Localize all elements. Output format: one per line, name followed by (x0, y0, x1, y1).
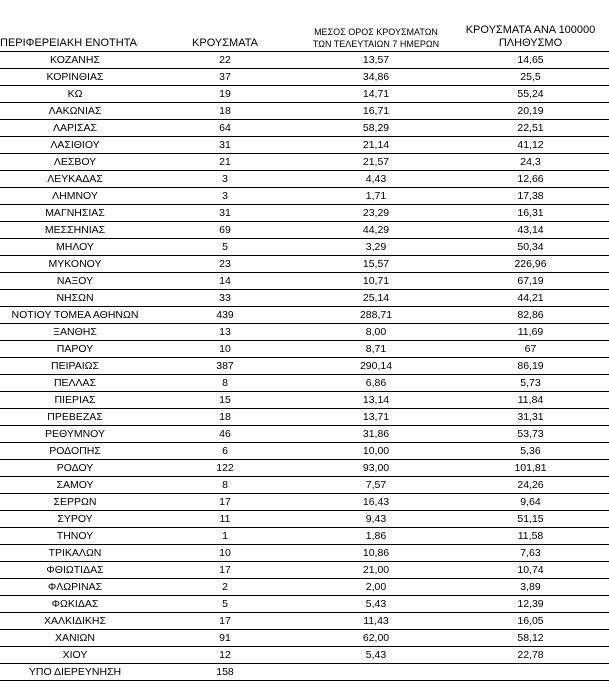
region-cell: ΝΟΤΙΟΥ ΤΟΜΕΑ ΑΘΗΝΩΝ (0, 307, 150, 324)
table-row (0, 188, 609, 205)
cases-cell: 1 (150, 528, 300, 545)
region-cell: ΣΑΜΟΥ (0, 477, 150, 494)
avg7-cell: 23,29 (300, 205, 452, 222)
avg7-cell: 16,71 (300, 103, 452, 120)
cases-cell: 31 (150, 205, 300, 222)
table-row (0, 86, 609, 103)
cases-cell: 37 (150, 69, 300, 86)
rate-cell: 43,14 (452, 222, 609, 239)
region-cell: ΦΩΚΙΔΑΣ (0, 596, 150, 613)
region-cell: ΝΑΞΟΥ (0, 273, 150, 290)
region-cell: ΞΑΝΘΗΣ (0, 324, 150, 341)
table-row (0, 562, 609, 579)
cases-cell: 21 (150, 154, 300, 171)
cases-cell: 64 (150, 120, 300, 137)
rate-cell: 53,73 (452, 426, 609, 443)
region-cell: ΜΥΚΟΝΟΥ (0, 256, 150, 273)
rate-cell: 41,12 (452, 137, 609, 154)
header-row (0, 0, 609, 52)
region-cell: ΛΕΣΒΟΥ (0, 154, 150, 171)
table-row (0, 52, 609, 69)
rate-cell: 31,31 (452, 409, 609, 426)
table-row (0, 69, 609, 86)
region-cell: ΦΘΙΩΤΙΔΑΣ (0, 562, 150, 579)
avg7-cell: 3,29 (300, 239, 452, 256)
avg7-cell: 11,43 (300, 613, 452, 630)
region-cell: ΜΑΓΝΗΣΙΑΣ (0, 205, 150, 222)
table-row (0, 596, 609, 613)
avg7-cell: 16,43 (300, 494, 452, 511)
rate-cell: 11,69 (452, 324, 609, 341)
avg7-cell: 21,57 (300, 154, 452, 171)
region-cell: ΚΟΡΙΝΘΙΑΣ (0, 69, 150, 86)
cases-cell: 122 (150, 460, 300, 477)
avg7-cell: 13,71 (300, 409, 452, 426)
rate-cell: 86,19 (452, 358, 609, 375)
cases-cell: 12 (150, 647, 300, 664)
rate-cell: 16,31 (452, 205, 609, 222)
header-avg7-line2: ΤΩΝ ΤΕΛΕΥΤΑΙΩΝ 7 ΗΜΕΡΩΝ (312, 39, 440, 49)
cases-cell: 11 (150, 511, 300, 528)
table-row (0, 205, 609, 222)
avg7-cell: 1,71 (300, 188, 452, 205)
rate-cell: 5,73 (452, 375, 609, 392)
cases-cell: 23 (150, 256, 300, 273)
rate-cell (452, 664, 609, 681)
table-row (0, 443, 609, 460)
table-row (0, 103, 609, 120)
cases-cell: 33 (150, 290, 300, 307)
region-cell: ΧΑΛΚΙΔΙΚΗΣ (0, 613, 150, 630)
region-cell: ΧΙΟΥ (0, 647, 150, 664)
avg7-cell: 31,86 (300, 426, 452, 443)
rate-cell: 16,05 (452, 613, 609, 630)
avg7-cell: 8,71 (300, 341, 452, 358)
avg7-cell: 14,71 (300, 86, 452, 103)
region-cell: ΠΕΛΛΑΣ (0, 375, 150, 392)
cases-cell: 91 (150, 630, 300, 647)
rate-cell: 11,84 (452, 392, 609, 409)
table-row (0, 137, 609, 154)
region-cell: ΠΡΕΒΕΖΑΣ (0, 409, 150, 426)
cases-cell: 19 (150, 86, 300, 103)
avg7-cell: 9,43 (300, 511, 452, 528)
rate-cell: 12,39 (452, 596, 609, 613)
rate-cell: 67 (452, 341, 609, 358)
table-row (0, 120, 609, 137)
rate-cell: 226,96 (452, 256, 609, 273)
avg7-cell: 6,86 (300, 375, 452, 392)
cases-cell: 13 (150, 324, 300, 341)
avg7-cell: 5,43 (300, 596, 452, 613)
rate-cell: 101,81 (452, 460, 609, 477)
table-row (0, 392, 609, 409)
avg7-cell: 44,29 (300, 222, 452, 239)
cases-cell: 3 (150, 171, 300, 188)
cases-cell: 17 (150, 562, 300, 579)
avg7-cell: 10,00 (300, 443, 452, 460)
region-cell: ΚΩ (0, 86, 150, 103)
avg7-cell: 1,86 (300, 528, 452, 545)
avg7-cell: 21,00 (300, 562, 452, 579)
region-cell: ΥΠΟ ΔΙΕΡΕΥΝΗΣΗ (0, 664, 150, 681)
cases-cell: 6 (150, 443, 300, 460)
avg7-cell: 21,14 (300, 137, 452, 154)
cases-cell: 2 (150, 579, 300, 596)
region-cell: ΡΟΔΟΠΗΣ (0, 443, 150, 460)
header-avg7 (300, 0, 452, 52)
region-cell: ΤΡΙΚΑΛΩΝ (0, 545, 150, 562)
cases-cell: 18 (150, 103, 300, 120)
table-row (0, 613, 609, 630)
rate-cell: 9,64 (452, 494, 609, 511)
table-row (0, 511, 609, 528)
avg7-cell (300, 664, 452, 681)
avg7-cell: 62,00 (300, 630, 452, 647)
region-cell: ΡΟΔΟΥ (0, 460, 150, 477)
table-row (0, 409, 609, 426)
rate-cell: 50,34 (452, 239, 609, 256)
cases-cell: 387 (150, 358, 300, 375)
region-cell: ΣΥΡΟΥ (0, 511, 150, 528)
cases-cell: 5 (150, 239, 300, 256)
region-cell: ΤΗΝΟΥ (0, 528, 150, 545)
table-row (0, 460, 609, 477)
table-row (0, 256, 609, 273)
table-row (0, 545, 609, 562)
region-cell: ΛΗΜΝΟΥ (0, 188, 150, 205)
table-row (0, 171, 609, 188)
cases-cell: 5 (150, 596, 300, 613)
table-row (0, 341, 609, 358)
table-row (0, 358, 609, 375)
cases-cell: 15 (150, 392, 300, 409)
avg7-cell: 288,71 (300, 307, 452, 324)
avg7-cell: 13,57 (300, 52, 452, 69)
region-cell: ΧΑΝΙΩΝ (0, 630, 150, 647)
rate-cell: 58,12 (452, 630, 609, 647)
rate-cell: 17,38 (452, 188, 609, 205)
rate-cell: 22,51 (452, 120, 609, 137)
table-row (0, 222, 609, 239)
table-row (0, 477, 609, 494)
rate-cell: 24,26 (452, 477, 609, 494)
cases-cell: 10 (150, 545, 300, 562)
region-cell: ΦΛΩΡΙΝΑΣ (0, 579, 150, 596)
header-rate-line2: ΠΛΗΘΥΣΜΟ (498, 37, 563, 49)
region-cell: ΛΑΡΙΣΑΣ (0, 120, 150, 137)
region-cell: ΛΑΣΙΘΙΟΥ (0, 137, 150, 154)
cases-cell: 3 (150, 188, 300, 205)
header-avg7-line1: ΜΕΣΟΣ ΟΡΟΣ ΚΡΟΥΣΜΑΤΩΝ (314, 27, 438, 37)
rate-cell: 11,58 (452, 528, 609, 545)
avg7-cell: 15,57 (300, 256, 452, 273)
rate-cell: 7,63 (452, 545, 609, 562)
cases-cell: 31 (150, 137, 300, 154)
cases-cell: 439 (150, 307, 300, 324)
region-cell: ΡΕΘΥΜΝΟΥ (0, 426, 150, 443)
region-cell: ΝΗΣΩΝ (0, 290, 150, 307)
rate-cell: 24,3 (452, 154, 609, 171)
cases-cell: 14 (150, 273, 300, 290)
rate-cell: 22,78 (452, 647, 609, 664)
rate-cell: 12,66 (452, 171, 609, 188)
region-cell: ΣΕΡΡΩΝ (0, 494, 150, 511)
region-cell: ΠΕΙΡΑΙΩΣ (0, 358, 150, 375)
table-row (0, 647, 609, 664)
table-row (0, 239, 609, 256)
avg7-cell: 25,14 (300, 290, 452, 307)
rate-cell: 20,19 (452, 103, 609, 120)
table-row (0, 307, 609, 324)
region-cell: ΜΕΣΣΗΝΙΑΣ (0, 222, 150, 239)
table-row (0, 426, 609, 443)
rate-cell: 14,65 (452, 52, 609, 69)
cases-cell: 18 (150, 409, 300, 426)
header-rate (452, 0, 609, 52)
rate-cell: 51,15 (452, 511, 609, 528)
table-row (0, 324, 609, 341)
avg7-cell: 34,86 (300, 69, 452, 86)
table-row (0, 290, 609, 307)
rate-cell: 82,86 (452, 307, 609, 324)
table-row (0, 375, 609, 392)
cases-cell: 8 (150, 375, 300, 392)
avg7-cell: 10,86 (300, 545, 452, 562)
rate-cell: 67,19 (452, 273, 609, 290)
region-cell: ΚΟΖΑΝΗΣ (0, 52, 150, 69)
cases-cell: 46 (150, 426, 300, 443)
table-row (0, 630, 609, 647)
avg7-cell: 93,00 (300, 460, 452, 477)
avg7-cell: 5,43 (300, 647, 452, 664)
table-body (0, 52, 609, 681)
region-cell: ΜΗΛΟΥ (0, 239, 150, 256)
table-row (0, 494, 609, 511)
cases-cell: 22 (150, 52, 300, 69)
region-cell: ΛΕΥΚΑΔΑΣ (0, 171, 150, 188)
avg7-cell: 4,43 (300, 171, 452, 188)
avg7-cell: 58,29 (300, 120, 452, 137)
header-region: ΠΕΡΙΦΕΡΕΙΑΚΗ ΕΝΟΤΗΤΑ (0, 0, 150, 52)
cases-cell: 17 (150, 494, 300, 511)
avg7-cell: 7,57 (300, 477, 452, 494)
table-row (0, 273, 609, 290)
table-row (0, 664, 609, 681)
region-cell: ΠΑΡΟΥ (0, 341, 150, 358)
cases-cell: 69 (150, 222, 300, 239)
rate-cell: 25,5 (452, 69, 609, 86)
table-row (0, 154, 609, 171)
rate-cell: 3,89 (452, 579, 609, 596)
rate-cell: 5,36 (452, 443, 609, 460)
rate-cell: 44,21 (452, 290, 609, 307)
region-cell: ΛΑΚΩΝΙΑΣ (0, 103, 150, 120)
avg7-cell: 290,14 (300, 358, 452, 375)
table-header (0, 0, 609, 52)
header-cases: ΚΡΟΥΣΜΑΤΑ (150, 0, 300, 52)
cases-cell: 158 (150, 664, 300, 681)
avg7-cell: 8,00 (300, 324, 452, 341)
region-cell: ΠΙΕΡΙΑΣ (0, 392, 150, 409)
table-row (0, 579, 609, 596)
rate-cell: 55,24 (452, 86, 609, 103)
cases-cell: 8 (150, 477, 300, 494)
avg7-cell: 2,00 (300, 579, 452, 596)
header-rate-line1: ΚΡΟΥΣΜΑΤΑ ΑΝΑ 100000 (465, 24, 596, 36)
cases-cell: 10 (150, 341, 300, 358)
table-row (0, 528, 609, 545)
avg7-cell: 13,14 (300, 392, 452, 409)
rate-cell: 10,74 (452, 562, 609, 579)
avg7-cell: 10,71 (300, 273, 452, 290)
cases-cell: 17 (150, 613, 300, 630)
